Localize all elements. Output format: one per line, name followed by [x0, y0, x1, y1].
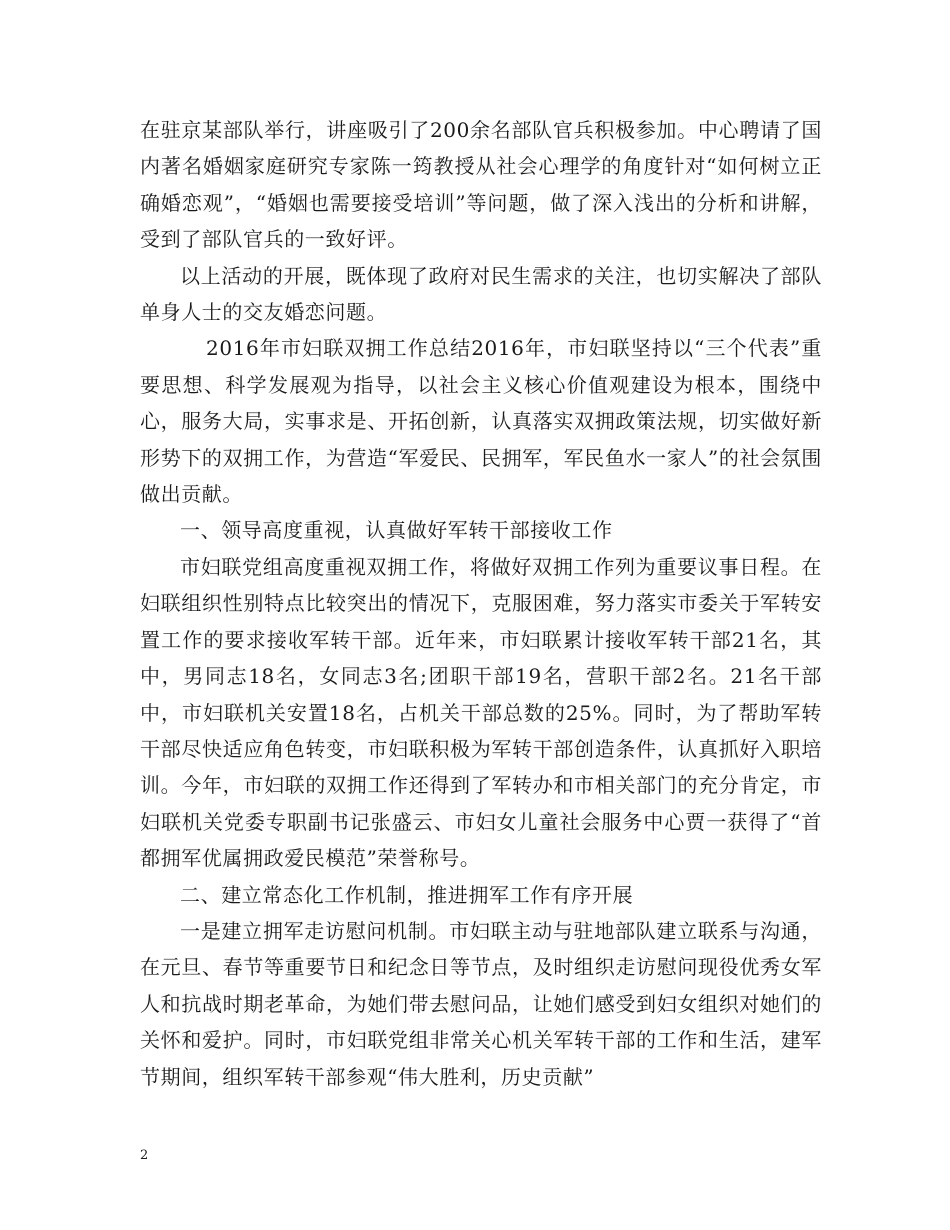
page-number: 2: [140, 1148, 149, 1163]
paragraph-annual-summary: 2016年市妇联双拥工作总结2016年，市妇联坚持以“三个代表”重要思想、科学发展观为指导，以社会主义核心价值观建设为根本，围绕中心，服务大局，实事求是、开拓创新，认真落实双拥政策法规，切实做好新形势下的双拥工作，为营造“军爱民、民拥军，军民鱼水一家人”的社会氛围做出贡献。: [140, 336, 822, 507]
section-heading-1: 一、领导高度重视，认真做好军转干部接收工作: [180, 518, 613, 543]
paragraph-activity-summary: 以上活动的开展，既体现了政府对民生需求的关注，也切实解决了部队单身人士的交友婚恋问题。: [140, 263, 822, 325]
body-text: [140, 112, 822, 1095]
section-heading-2: 二、建立常态化工作机制，推进拥军工作有序开展: [180, 882, 634, 907]
paragraph-lecture: 在驻京某部队举行，讲座吸引了200余名部队官兵积极参加。中心聘请了国内著名婚姻家庭研究专家陈一筠教授从社会心理学的角度针对“如何树立正确婚恋观”，“婚姻也需要接受培训”等问题，做了深入浅出的分析和讲解，受到了部队官兵的一致好评。: [140, 118, 822, 252]
paragraph-visit-mechanism: 一是建立拥军走访慰问机制。市妇联主动与驻地部队建立联系与沟通，在元旦、春节等重要节日和纪念日等节点，及时组织走访慰问现役优秀女军人和抗战时期老革命，为她们带去慰问品，让她们感受到妇女组织对她们的关怀和爱护。同时，市妇联党组非常关心机关军转干部的工作和生活，建军节期间，组织军转干部参观“伟大胜利，历史贡献”: [140, 918, 822, 1089]
paragraph-cadre-reception: 市妇联党组高度重视双拥工作，将做好双拥工作列为重要议事日程。在妇联组织性别特点比较突出的情况下，克服困难，努力落实市委关于军转安置工作的要求接收军转干部。近年来，市妇联累计接收军转干部21名，其中，男同志18名，女同志3名;团职干部19名，营职干部2名。21名干部中，市妇联机关安置18名，占机关干部总数的25%。同时，为了帮助军转干部尽快适应角色转变，市妇联积极为军转干部创造条件，认真抓好入职培训。今年，市妇联的双拥工作还得到了军转办和市相关部门的充分肯定，市妇联机关党委专职副书记张盛云、市妇女儿童社会服务中心贾一获得了“首都拥军优属拥政爱民模范”荣誉称号。: [140, 554, 822, 871]
